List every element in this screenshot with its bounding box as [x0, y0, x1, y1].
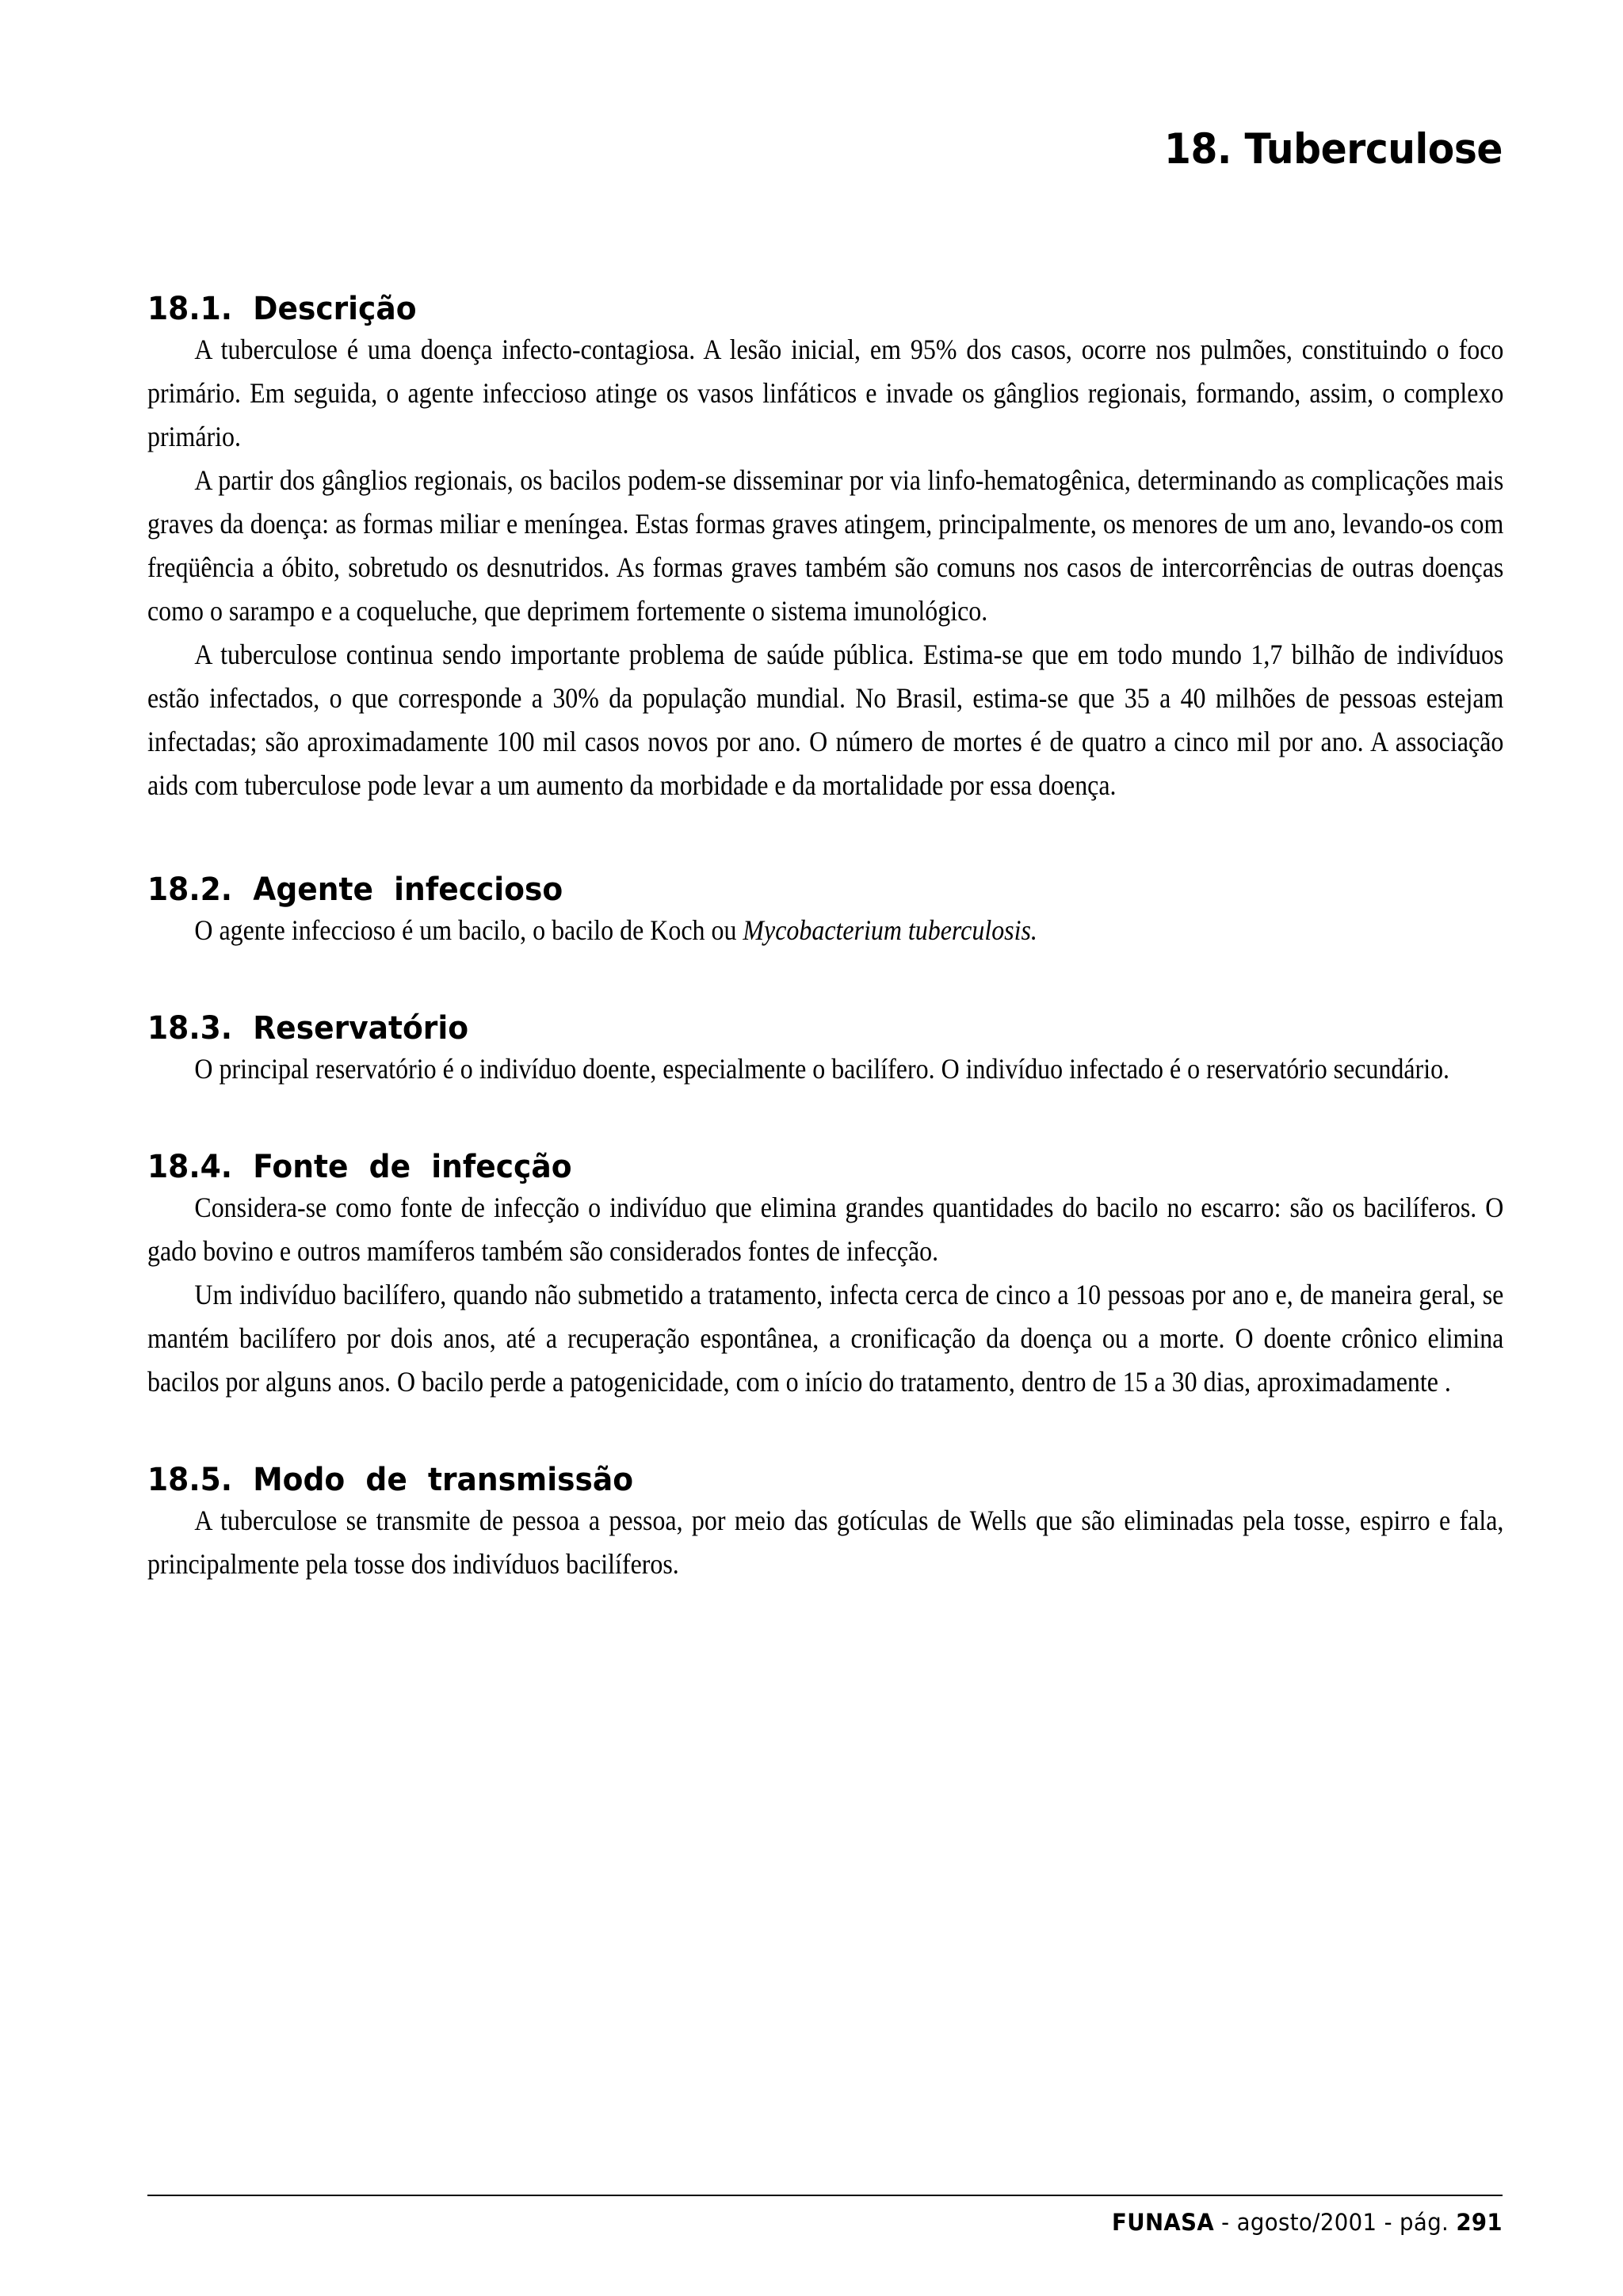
- footer-page-number: 291: [1456, 2209, 1503, 2236]
- section-heading-18-1: 18.1. Descrição: [147, 291, 417, 328]
- footer-separator-two: -: [1377, 2209, 1400, 2236]
- section-heading-18-2: 18.2. Agente infeccioso: [147, 871, 563, 909]
- footer-organization: FUNASA: [1112, 2209, 1215, 2236]
- page-content: [147, 0, 1503, 1586]
- paragraph-18-4-1: Considera-se como fonte de infecção o indivíduo que elimina grandes quantidades do bacilo no escarro: são os bacilíferos. O gado bovino e outros mamíferos também são considerados fontes de infecção.: [147, 1192, 1504, 1268]
- page-footer: [147, 2195, 1503, 2236]
- paragraph-18-1-2: A partir dos gânglios regionais, os bacilos podem-se disseminar por via linfo-hematogênica, determinando as complicações mais graves da doença: as formas miliar e meníngea. Estas formas graves atingem, principalmente, os menores de um ano, levando-os com freqüência a óbito, sobretudo os desnutridos. As formas graves também são comuns nos casos de intercorrências de outras doenças como o sarampo e a coqueluche, que deprimem fortemente o sistema imunológico.: [147, 464, 1504, 627]
- paragraph-18-3-1: O principal reservatório é o indivíduo doente, especialmente o bacilífero. O indivíduo infectado é o reservatório secundário.: [194, 1053, 1450, 1085]
- footer-separator-one: -: [1214, 2209, 1237, 2236]
- section-heading-18-5: 18.5. Modo de transmissão: [147, 1462, 634, 1499]
- footer-page-label: pág.: [1400, 2209, 1457, 2236]
- paragraph-18-4-2: Um indivíduo bacilífero, quando não submetido a tratamento, infecta cerca de cinco a 10 pessoas por ano e, de maneira geral, se mantém bacilífero por dois anos, até a recuperação espontânea, a cronificação da doença ou a morte. O doente crônico elimina bacilos por alguns anos. O bacilo perde a patogenicidade, com o início do tratamento, dentro de 15 a 30 dias, aproximadamente .: [147, 1279, 1504, 1398]
- paragraph-18-2-1: [147, 909, 1503, 952]
- paragraph-18-2-text: O agente infeccioso é um bacilo, o bacilo de Koch ou: [194, 914, 743, 947]
- footer-divider: [147, 2195, 1503, 2196]
- paragraph-18-1-3: A tuberculose continua sendo importante problema de saúde pública. Estima-se que em todo mundo 1,7 bilhão de indivíduos estão infectados, o que corresponde a 30% da população mundial. No Brasil, estima-se que 35 a 40 milhões de pessoas estejam infectadas; são aproximadamente 100 mil casos novos por ano. O número de mortes é de quatro a cinco mil por ano. A associação aids com tuberculose pode levar a um aumento da morbidade e da mortalidade por essa doença.: [147, 639, 1504, 802]
- section-heading-18-4: 18.4. Fonte de infecção: [147, 1149, 572, 1186]
- paragraph-18-1-1: A tuberculose é uma doença infecto-contagiosa. A lesão inicial, em 95% dos casos, ocorre nos pulmões, constituindo o foco primário. Em seguida, o agente infeccioso atinge os vasos linfáticos e invade os gânglios regionais, formando, assim, o complexo primário.: [147, 334, 1504, 453]
- footer-text: [216, 2209, 1503, 2236]
- paragraph-18-5-1: A tuberculose se transmite de pessoa a pessoa, por meio das gotículas de Wells que são eliminadas pela tosse, espirro e fala, principalmente pela tosse dos indivíduos bacilíferos.: [147, 1505, 1504, 1581]
- section-heading-18-3: 18.3. Reservatório: [147, 1010, 469, 1047]
- species-name-italic: Mycobacterium tuberculosis.: [743, 914, 1037, 947]
- chapter-title: 18. Tuberculose: [1163, 125, 1503, 174]
- footer-date: agosto/2001: [1236, 2209, 1377, 2236]
